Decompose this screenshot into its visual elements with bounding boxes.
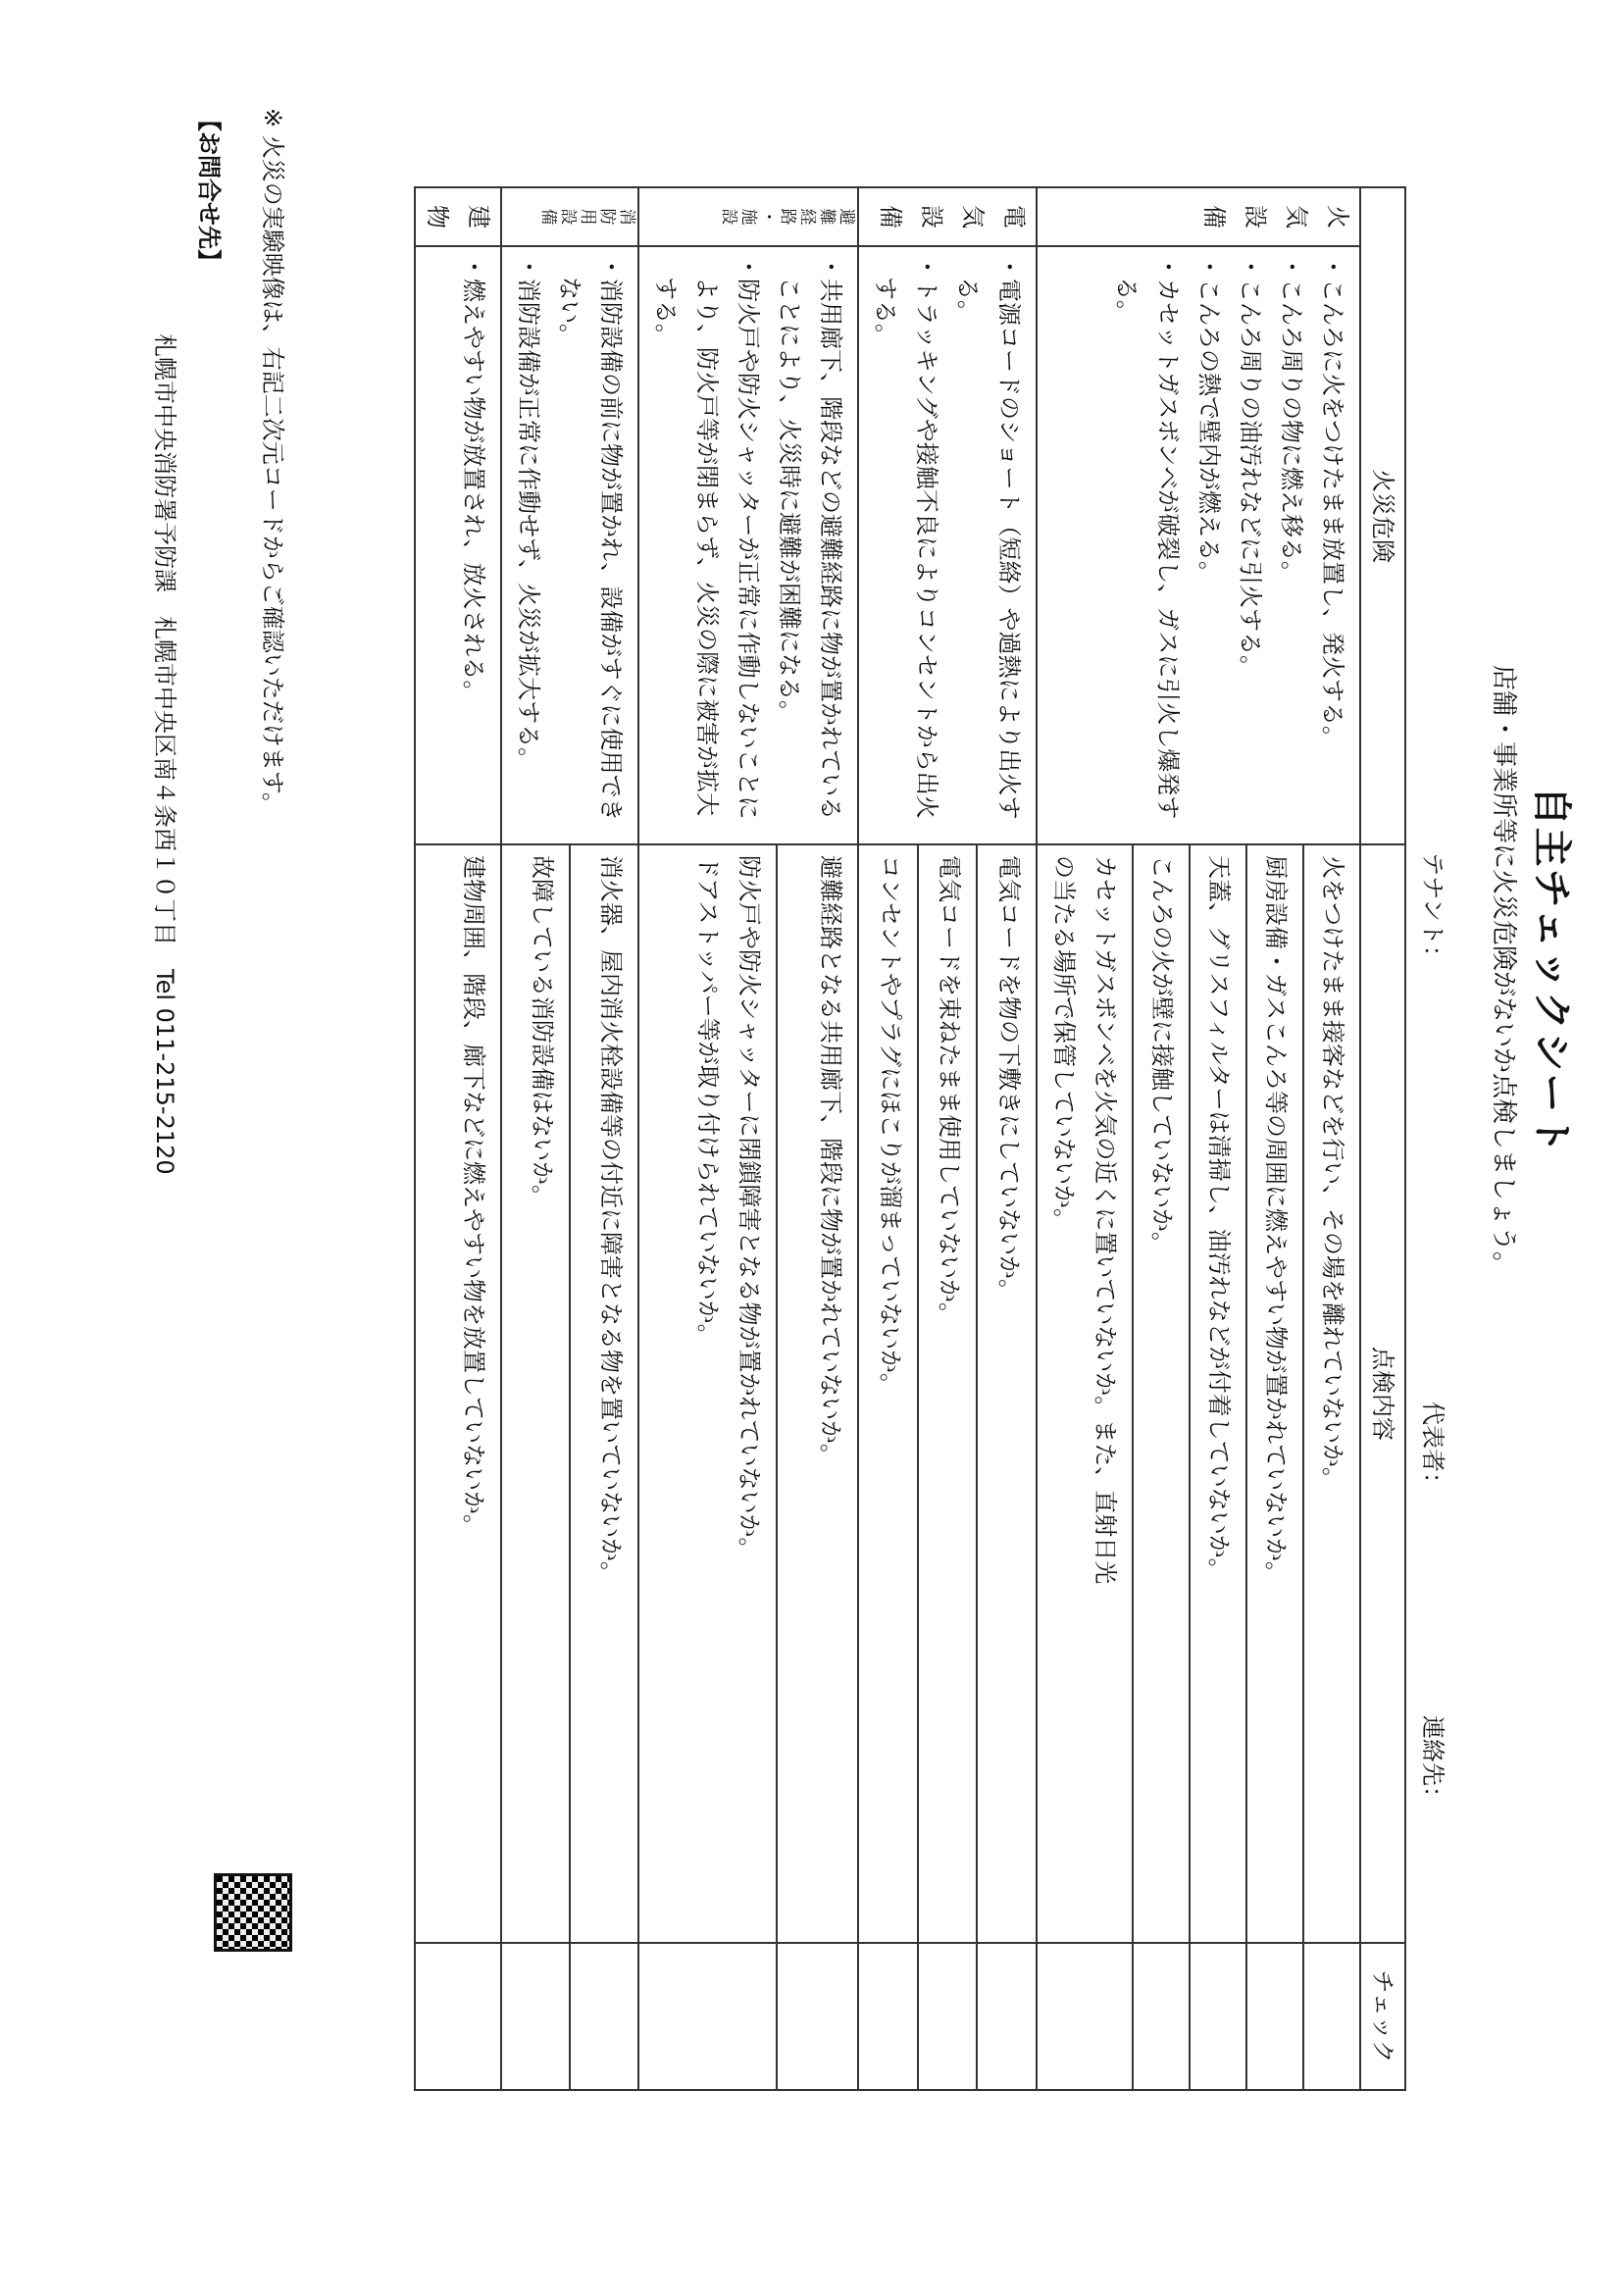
category-char: 物 xyxy=(424,205,451,229)
check-box-cell[interactable] xyxy=(501,1943,570,2090)
check-item-cell xyxy=(1190,844,1246,1943)
page-subtitle: 店舗・事業所等に火災危険がないか点検しましょう。 xyxy=(1489,664,1518,1277)
category-char: 用 xyxy=(578,208,597,226)
category-label xyxy=(501,187,638,246)
category-char: 路 xyxy=(778,208,797,226)
category-char: 避 xyxy=(837,208,856,226)
check-box-cell[interactable] xyxy=(638,1943,777,2090)
check-item-text: こんろの火が壁に接触していないか。 xyxy=(1148,855,1176,1255)
category-char: 消 xyxy=(617,208,636,226)
check-item-cell xyxy=(638,844,777,1943)
check-item-text: 天蓋、グリスフィルターは清掃し、油汚れなどが付着していないか。 xyxy=(1205,855,1233,1582)
check-item-text: カセットガスボンベを火気の近くに置いていないか。また、直射日光 xyxy=(1091,855,1119,1585)
category-char: 設 xyxy=(558,208,578,226)
category-char: 電 xyxy=(1000,205,1028,229)
risk-item: ・燃えやすい物が放置され、放火される。 xyxy=(460,255,487,704)
category-char: 防 xyxy=(597,208,617,226)
check-item-text: コンセントやプラグにほこりが溜まっていないか。 xyxy=(876,855,904,1397)
risk-item: ・共用廊下、階段などの避難経路に物が置かれていることにより、火災時に避難が困難になる。 xyxy=(776,255,844,820)
risk-item: ・カセットガスボンベが破裂し、ガスに引火し爆発する。 xyxy=(1113,255,1182,820)
category-char: 設 xyxy=(1242,205,1269,229)
category-char: 難 xyxy=(817,208,837,226)
checklist-row xyxy=(570,187,638,2090)
representative-field-label: 代表者： xyxy=(1419,1402,1446,1496)
category-label xyxy=(638,187,858,246)
qr-code xyxy=(214,1873,292,1952)
risk-item: ・こんろに火をつけたまま放置し、発火する。 xyxy=(1319,255,1346,749)
risk-item: ・こんろの熱で壁内が燃える。 xyxy=(1195,255,1223,585)
contact-line: 札幌市中央消防署予防課 札幌市中央区南４条西１０丁目 Tel 011-215-2120 xyxy=(151,333,178,1175)
check-box-cell[interactable] xyxy=(777,1943,858,2090)
category-char: 備 xyxy=(538,208,558,226)
checklist-row xyxy=(415,187,501,2090)
tenant-field-label: テナント： xyxy=(1419,852,1446,969)
column-header-check-items: 点検内容 xyxy=(1360,844,1405,1943)
category-char: 気 xyxy=(1283,205,1310,229)
risk-item: ・消防設備が正常に作動せず、火災が拡大する。 xyxy=(515,255,542,772)
check-box-cell[interactable] xyxy=(1133,1943,1190,2090)
category-label xyxy=(1037,187,1360,246)
checklist-row xyxy=(977,187,1037,2090)
risk-cell xyxy=(858,246,1037,844)
risk-cell xyxy=(1037,246,1360,844)
checklist-table xyxy=(414,186,1459,2091)
check-item-cell xyxy=(501,844,570,1943)
check-item-text: 電気コードを束ねたまま使用していないか。 xyxy=(936,855,964,1326)
checklist-row xyxy=(1303,187,1360,2090)
info-fields-row xyxy=(1405,844,1459,2090)
check-item-text: 厨房設備・ガスこんろ等の周囲に燃えやすい物が置かれていないか。 xyxy=(1262,855,1290,1585)
check-box-cell[interactable] xyxy=(977,1943,1037,2090)
risk-item: ・消防設備の前に物が置かれ、設備がすぐに使用できない。 xyxy=(556,255,625,822)
check-item-text: の当たる場所で保管していないか。 xyxy=(1050,855,1078,1232)
category-char: 備 xyxy=(877,205,904,229)
video-note: ※ 火災の実験映像は、右記二次元コードからご確認いただけます。 xyxy=(259,108,286,816)
checklist-row xyxy=(777,187,858,2090)
category-char: 建 xyxy=(465,205,492,229)
risk-item: ・こんろ周りの物に燃え移る。 xyxy=(1278,255,1305,585)
column-header-risk: 火災危険 xyxy=(1360,187,1405,844)
check-item-cell xyxy=(1037,844,1133,1943)
risk-cell xyxy=(638,246,858,844)
check-box-cell[interactable] xyxy=(1190,1943,1246,2090)
check-item-cell xyxy=(415,844,501,1943)
category-label xyxy=(858,187,1037,246)
page-title: 自主チェックシート xyxy=(1529,786,1574,1156)
risk-item: ・こんろ周りの油汚れなどに引火する。 xyxy=(1237,255,1264,679)
risk-item: ・電源コードのショート（短絡）や過熱により出火する。 xyxy=(954,255,1023,820)
check-item-text: 電気コードを物の下敷きにしていないか。 xyxy=(995,855,1023,1302)
check-item-text: 防火戸や防火シャッターに閉鎖障害となる物が置かれていないか。 xyxy=(735,855,763,1561)
category-char: 設 xyxy=(918,205,945,229)
check-item-text: 消火器、屋内消火栓設備等の付近に障害となる物を置いていないか。 xyxy=(597,855,625,1585)
check-item-cell xyxy=(858,844,918,1943)
category-char: 火 xyxy=(1324,205,1351,229)
check-item-cell xyxy=(918,844,978,1943)
risk-item: ・防火戸や防火シャッターが正常に作動しないことにより、防火戸等が閉まらず、火災の際に被害が拡大する。 xyxy=(652,255,762,820)
check-item-text: 避難経路となる共用廊下、階段に物が置かれていないか。 xyxy=(817,855,844,1467)
check-box-cell[interactable] xyxy=(1037,1943,1133,2090)
category-char: 経 xyxy=(797,208,817,226)
check-item-cell xyxy=(1246,844,1303,1943)
check-item-text: 故障している消防設備はないか。 xyxy=(529,855,556,1208)
category-char: 設 xyxy=(719,208,738,226)
category-label xyxy=(415,187,501,246)
category-char: 気 xyxy=(959,205,987,229)
check-box-cell[interactable] xyxy=(1246,1943,1303,2090)
checklist-sheet xyxy=(27,39,1597,2217)
check-box-cell[interactable] xyxy=(918,1943,978,2090)
check-item-text: 火をつけたまま接客などを行い、その場を離れていないか。 xyxy=(1319,855,1346,1491)
check-item-cell xyxy=(977,844,1037,1943)
check-item-cell xyxy=(777,844,858,1943)
check-box-cell[interactable] xyxy=(415,1943,501,2090)
risk-item: ・トラッキングや接触不良によりコンセントから出火する。 xyxy=(872,255,940,819)
risk-cell xyxy=(501,246,638,844)
check-item-cell xyxy=(570,844,638,1943)
check-item-text: ドアストッパー等が取り付けられていないか。 xyxy=(693,855,722,1348)
check-box-cell[interactable] xyxy=(570,1943,638,2090)
category-char: ・ xyxy=(758,208,778,226)
contact-field-label: 連絡先： xyxy=(1419,1715,1446,1810)
category-char: 備 xyxy=(1200,205,1228,229)
check-item-text: 建物周囲、階段、廊下などに燃えやすい物を放置していないか。 xyxy=(460,855,487,1538)
check-item-cell xyxy=(1303,844,1360,1943)
risk-cell xyxy=(415,246,501,844)
column-header-check: チェック xyxy=(1360,1943,1405,2090)
check-box-cell[interactable] xyxy=(1303,1943,1360,2090)
contact-heading: 【お問合せ先】 xyxy=(195,108,223,273)
category-char: 施 xyxy=(738,208,758,226)
check-box-cell[interactable] xyxy=(858,1943,918,2090)
check-item-cell xyxy=(1133,844,1190,1943)
